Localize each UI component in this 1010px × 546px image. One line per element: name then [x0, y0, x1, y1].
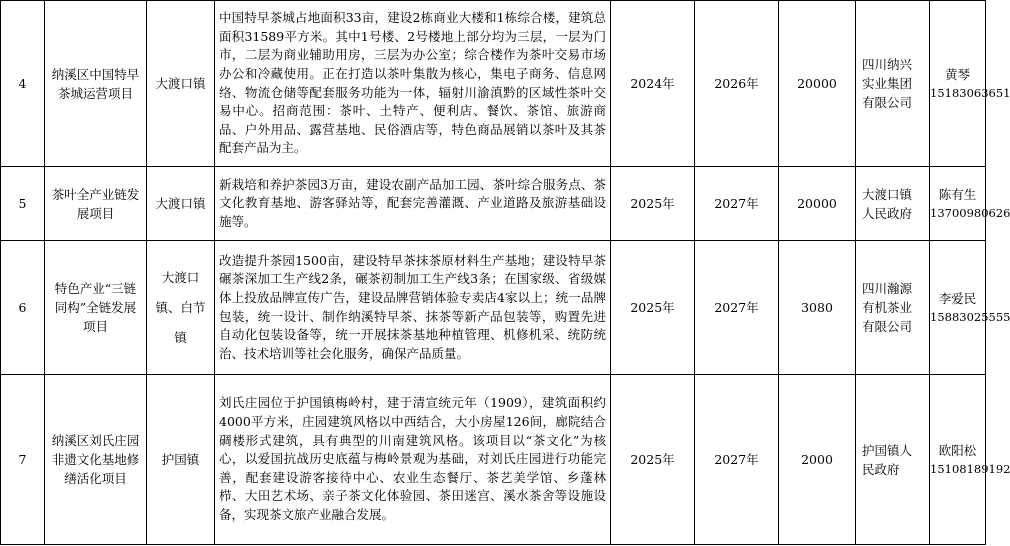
contact-name: 李爱民 — [938, 290, 977, 306]
end-year: 2027年 — [695, 375, 779, 545]
contact-name: 欧阳松 — [938, 442, 977, 458]
row-number: 7 — [1, 375, 45, 545]
row-number: 4 — [1, 1, 45, 167]
project-name: 特色产业“三链同构”全链发展项目 — [45, 241, 147, 375]
contact-phone: 13700980626 — [930, 205, 1010, 220]
owner-org: 四川纳兴实业集团有限公司 — [856, 1, 930, 167]
project-name: 纳溪区刘氏庄园非遗文化基地修缮活化项目 — [45, 375, 147, 545]
contact-phone: 15883025555 — [930, 309, 1010, 324]
owner-org: 大渡口镇人民政府 — [856, 167, 930, 241]
investment: 20000 — [779, 167, 856, 241]
start-year: 2025年 — [611, 167, 695, 241]
project-town: 大渡口镇 — [147, 167, 215, 241]
project-description: 刘氏庄园位于护国镇梅岭村，建于清宣统元年（1909），建筑面积约4000平方米，庄园建筑风格以中西结合，大小房屋126间，廊院结合碉楼形式建筑，具有典型的川南建筑风格。该项目以“茶文化”为核心，以爱国抗战历史底蕴与梅岭景观为基础，对刘氏庄园进行功能完善，配套建设游客接待中心、农业生态餐厅、茶艺美学馆、乡蓬林栉、大田艺术场、亲子茶文化体验园、茶田迷宫、溪水茶舍等设施设备，实现茶文旅产业融合发展。 — [215, 375, 611, 545]
table-row — [1, 1, 986, 167]
row-number: 6 — [1, 241, 45, 375]
project-name: 茶叶全产业链发展项目 — [45, 167, 147, 241]
end-year: 2027年 — [695, 167, 779, 241]
table-row — [1, 375, 986, 545]
investment: 2000 — [779, 375, 856, 545]
project-town: 大渡口镇 — [147, 1, 215, 167]
table-row — [1, 167, 986, 241]
investment: 20000 — [779, 1, 856, 167]
contact-phone: 15183063651 — [930, 85, 1010, 100]
project-description: 改造提升茶园1500亩，建设特早茶抹茶原材料生产基地；建设特早茶碾茶深加工生产线2条，碾茶初制加工生产线3条；在国家级、省级媒体上投放品牌宣传广告，建设品牌营销体验专卖店4家以上；统一品牌包装，统一设计、制作纳溪特早茶、抹茶等新产品包装等，购置先进自动化包装设备等，统一开展抹茶基地种植管理、机修机采、统防统治、技术培训等社会化服务，确保产品质量。 — [215, 241, 611, 375]
investment: 3080 — [779, 241, 856, 375]
project-name: 纳溪区中国特早茶城运营项目 — [45, 1, 147, 167]
end-year: 2026年 — [695, 1, 779, 167]
contact-cell — [930, 1, 1010, 167]
contact-cell — [930, 167, 1010, 241]
contact-name: 黄琴 — [944, 66, 970, 82]
start-year: 2025年 — [611, 241, 695, 375]
project-description: 新栽培和养护茶园3万亩，建设农副产品加工园、茶叶综合服务点、茶文化教育基地、游客驿站等，配套完善灌溉、产业道路及旅游基础设施等。 — [215, 167, 611, 241]
end-year: 2027年 — [695, 241, 779, 375]
project-town: 大渡口镇、白节镇 — [147, 241, 215, 375]
project-town: 护国镇 — [147, 375, 215, 545]
project-description: 中国特早茶城占地面积33亩，建设2栋商业大楼和1栋综合楼，建筑总面积31589平方米。其中1号楼、2号楼地上部分均为三层，一层为门市，二层为商业辅助用房，三层为办公室；综合楼作为茶叶交易市场办公和冷藏使用。正在打造以茶叶集散为核心，集电子商务、信息网络、物流仓储等配套服务功能为一体，辐射川渝滇黔的区域性茶叶交易中心。招商范围：茶叶、土特产、便利店、餐饮、茶馆、旅游商品、户外用品、露营基地、民俗酒店等，特色商品展销以茶叶及其茶配套产品为主。 — [215, 1, 611, 167]
contact-name: 陈有生 — [938, 186, 977, 202]
contact-phone: 15108189192 — [930, 461, 1010, 476]
contact-cell — [930, 375, 1010, 545]
start-year: 2025年 — [611, 375, 695, 545]
row-number: 5 — [1, 167, 45, 241]
owner-org: 四川瀚源有机茶业有限公司 — [856, 241, 930, 375]
owner-org: 护国镇人民政府 — [856, 375, 930, 545]
table-row — [1, 241, 986, 375]
contact-cell — [930, 241, 1010, 375]
start-year: 2024年 — [611, 1, 695, 167]
